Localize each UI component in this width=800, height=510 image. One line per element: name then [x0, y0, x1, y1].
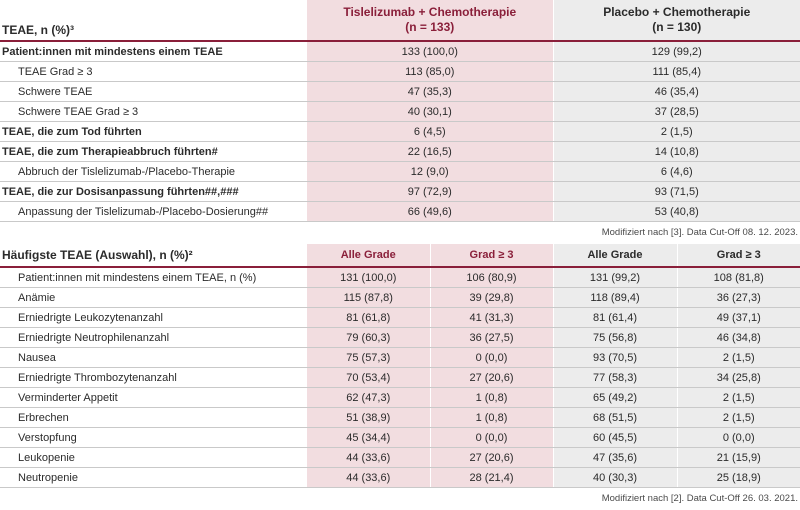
arm2-all-grades: 60 (45,5) — [553, 428, 677, 448]
arm2-grade3: 0 (0,0) — [677, 428, 800, 448]
arm2-value: 129 (99,2) — [553, 41, 800, 62]
table-row — [0, 428, 800, 448]
arm2-all-grades: 93 (70,5) — [553, 348, 677, 368]
arm1-all-grades: 70 (53,4) — [307, 368, 430, 388]
arm2-value: 53 (40,8) — [553, 202, 800, 222]
row-label: Neutropenie — [0, 468, 307, 488]
arm2-header — [553, 0, 800, 41]
arm2-grade3: 108 (81,8) — [677, 267, 800, 288]
teae-summary-table — [0, 0, 800, 222]
table-row — [0, 388, 800, 408]
arm2-all-grades: 81 (61,4) — [553, 308, 677, 328]
arm1-all-grades: 44 (33,6) — [307, 468, 430, 488]
arm1-grade3: 39 (29,8) — [430, 288, 553, 308]
arm1-grade3: 0 (0,0) — [430, 348, 553, 368]
table-row — [0, 468, 800, 488]
row-label: Anämie — [0, 288, 307, 308]
table-row — [0, 182, 800, 202]
arm2-grade3: 2 (1,5) — [677, 388, 800, 408]
row-label: Patient:innen mit mindestens einem TEAE, n (%) — [0, 267, 307, 288]
table-header-row — [0, 0, 800, 41]
arm1-grade3: 27 (20,6) — [430, 368, 553, 388]
arm1-all-grades: 62 (47,3) — [307, 388, 430, 408]
arm1-all-grades: 81 (61,8) — [307, 308, 430, 328]
arm2-name: Placebo + Chemotherapie — [554, 5, 800, 20]
row-label: TEAE Grad ≥ 3 — [0, 62, 307, 82]
arm1-n: (n = 133) — [307, 20, 553, 35]
row-label: Erniedrigte Neutrophilenanzahl — [0, 328, 307, 348]
arm2-all-grades: 75 (56,8) — [553, 328, 677, 348]
row-label: Nausea — [0, 348, 307, 368]
arm2-value: 46 (35,4) — [553, 82, 800, 102]
frequent-teae-table — [0, 244, 800, 488]
arm1-grade3: 41 (31,3) — [430, 308, 553, 328]
table-row — [0, 288, 800, 308]
table-row — [0, 328, 800, 348]
table-row — [0, 368, 800, 388]
arm2-grade3: 34 (25,8) — [677, 368, 800, 388]
table-title: TEAE, n (%)³ — [0, 0, 307, 41]
arm2-all-grades: 68 (51,5) — [553, 408, 677, 428]
col-header-arm2-all: Alle Grade — [553, 244, 677, 267]
arm1-value: 6 (4,5) — [307, 122, 553, 142]
row-label: Patient:innen mit mindestens einem TEAE — [0, 41, 307, 62]
arm2-all-grades: 40 (30,3) — [553, 468, 677, 488]
arm1-value: 47 (35,3) — [307, 82, 553, 102]
row-label: Anpassung der Tislelizumab-/Placebo-Dosierung## — [0, 202, 307, 222]
arm2-all-grades: 65 (49,2) — [553, 388, 677, 408]
table-row — [0, 82, 800, 102]
row-label: Schwere TEAE Grad ≥ 3 — [0, 102, 307, 122]
arm1-grade3: 106 (80,9) — [430, 267, 553, 288]
table-row — [0, 122, 800, 142]
table-row — [0, 267, 800, 288]
row-label: TEAE, die zum Therapieabbruch führten# — [0, 142, 307, 162]
table-row — [0, 62, 800, 82]
table-row — [0, 102, 800, 122]
table-header-row — [0, 244, 800, 267]
row-label: Verminderter Appetit — [0, 388, 307, 408]
row-label: Erbrechen — [0, 408, 307, 428]
table-row — [0, 348, 800, 368]
table-row — [0, 308, 800, 328]
footnote-1: Modifiziert nach [3]. Data Cut-Off 08. 12. 2023. — [0, 222, 800, 244]
arm1-grade3: 27 (20,6) — [430, 448, 553, 468]
arm2-grade3: 2 (1,5) — [677, 348, 800, 368]
row-label: Schwere TEAE — [0, 82, 307, 102]
col-header-arm2-g3: Grad ≥ 3 — [677, 244, 800, 267]
arm2-all-grades: 77 (58,3) — [553, 368, 677, 388]
table-row — [0, 202, 800, 222]
arm2-grade3: 49 (37,1) — [677, 308, 800, 328]
arm2-value: 14 (10,8) — [553, 142, 800, 162]
arm1-value: 12 (9,0) — [307, 162, 553, 182]
row-label: TEAE, die zur Dosisanpassung führten##,### — [0, 182, 307, 202]
table-row — [0, 41, 800, 62]
arm1-grade3: 1 (0,8) — [430, 408, 553, 428]
arm1-name: Tislelizumab + Chemotherapie — [307, 5, 553, 20]
row-label: Erniedrigte Thrombozytenanzahl — [0, 368, 307, 388]
arm1-all-grades: 115 (87,8) — [307, 288, 430, 308]
arm1-grade3: 28 (21,4) — [430, 468, 553, 488]
arm1-value: 22 (16,5) — [307, 142, 553, 162]
footnote-2: Modifiziert nach [2]. Data Cut-Off 26. 03. 2021. — [0, 488, 800, 510]
arm1-grade3: 0 (0,0) — [430, 428, 553, 448]
arm2-value: 6 (4,6) — [553, 162, 800, 182]
arm1-value: 113 (85,0) — [307, 62, 553, 82]
arm1-grade3: 1 (0,8) — [430, 388, 553, 408]
arm1-all-grades: 51 (38,9) — [307, 408, 430, 428]
col-header-arm1-g3: Grad ≥ 3 — [430, 244, 553, 267]
row-label: Abbruch der Tislelizumab-/Placebo-Therapie — [0, 162, 307, 182]
arm2-value: 37 (28,5) — [553, 102, 800, 122]
arm2-all-grades: 131 (99,2) — [553, 267, 677, 288]
table-row — [0, 142, 800, 162]
arm1-all-grades: 79 (60,3) — [307, 328, 430, 348]
table-title: Häufigste TEAE (Auswahl), n (%)² — [0, 244, 307, 267]
arm1-value: 97 (72,9) — [307, 182, 553, 202]
arm2-grade3: 36 (27,3) — [677, 288, 800, 308]
arm2-value: 111 (85,4) — [553, 62, 800, 82]
row-label: Verstopfung — [0, 428, 307, 448]
arm1-grade3: 36 (27,5) — [430, 328, 553, 348]
row-label: TEAE, die zum Tod führten — [0, 122, 307, 142]
arm1-value: 66 (49,6) — [307, 202, 553, 222]
table-row — [0, 162, 800, 182]
arm1-value: 133 (100,0) — [307, 41, 553, 62]
row-label: Leukopenie — [0, 448, 307, 468]
arm1-all-grades: 44 (33,6) — [307, 448, 430, 468]
arm1-all-grades: 45 (34,4) — [307, 428, 430, 448]
arm1-all-grades: 75 (57,3) — [307, 348, 430, 368]
arm2-all-grades: 47 (35,6) — [553, 448, 677, 468]
table-row — [0, 448, 800, 468]
arm2-n: (n = 130) — [554, 20, 800, 35]
arm1-header — [307, 0, 553, 41]
arm2-value: 2 (1,5) — [553, 122, 800, 142]
arm1-value: 40 (30,1) — [307, 102, 553, 122]
col-header-arm1-all: Alle Grade — [307, 244, 430, 267]
arm2-grade3: 46 (34,8) — [677, 328, 800, 348]
arm2-grade3: 21 (15,9) — [677, 448, 800, 468]
arm2-all-grades: 118 (89,4) — [553, 288, 677, 308]
arm1-all-grades: 131 (100,0) — [307, 267, 430, 288]
table-row — [0, 408, 800, 428]
arm2-grade3: 25 (18,9) — [677, 468, 800, 488]
row-label: Erniedrigte Leukozytenanzahl — [0, 308, 307, 328]
arm2-value: 93 (71,5) — [553, 182, 800, 202]
arm2-grade3: 2 (1,5) — [677, 408, 800, 428]
